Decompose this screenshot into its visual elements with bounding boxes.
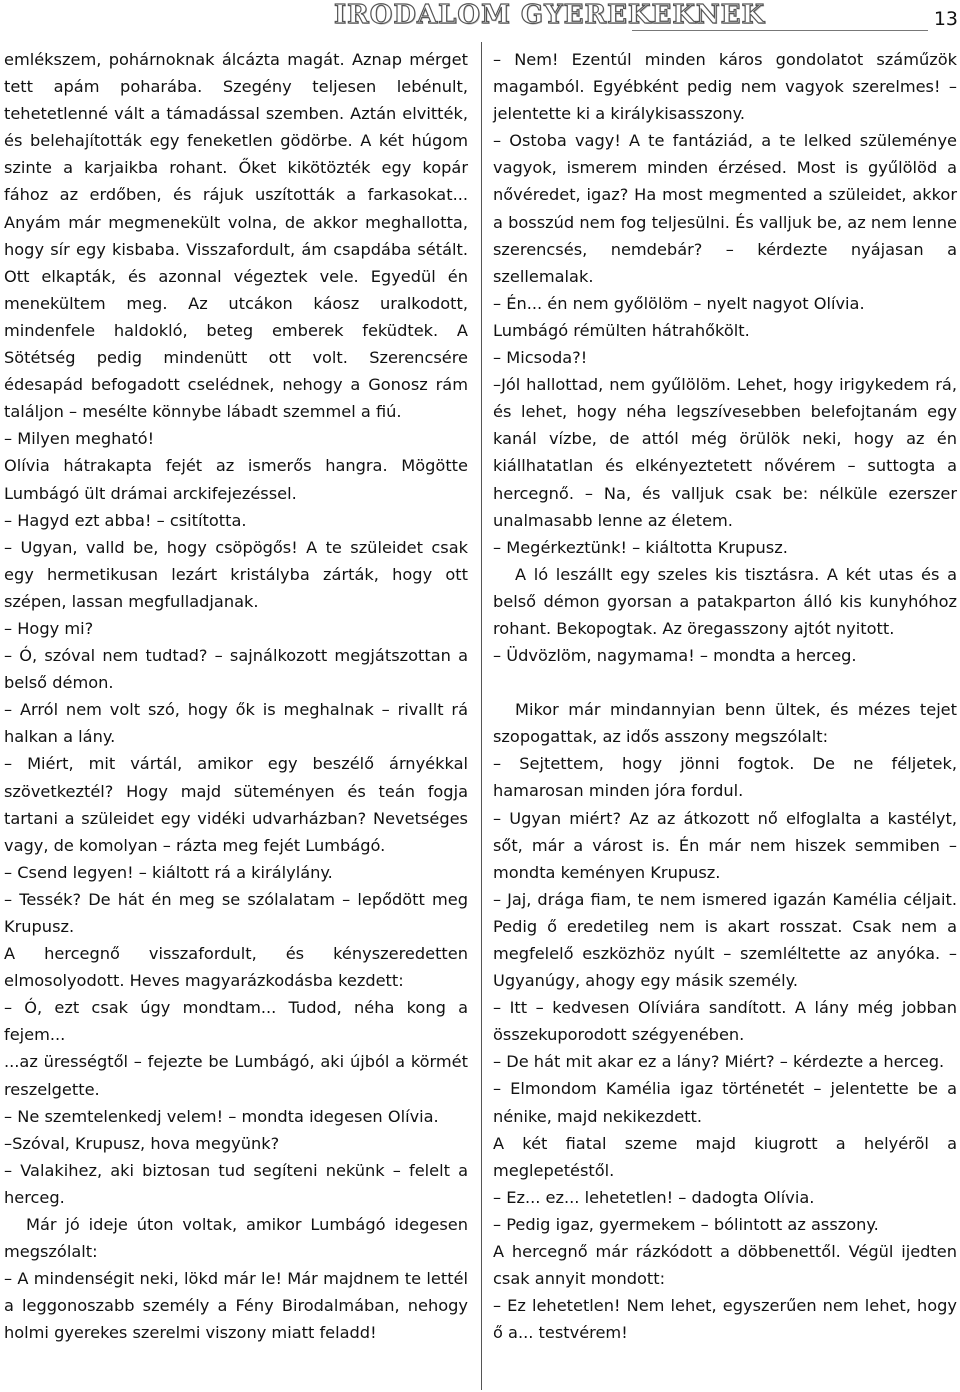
section-title: IRODALOM GYEREKEKNEK (334, 0, 766, 30)
paragraph: – Jaj, drága fiam, te nem ismered igazán Kamélia céljait. Pedig ő eredetileg nem is akart rosszat. Csak nem a megfelelő eszközhöz nyúlt – szemléltette az anyóka. – Ugyanúgy, ahogy egy másik személy. (493, 889, 957, 991)
paragraph: – Nem! Ezentúl minden káros gondolatot száműzök magamból. Egyébként pedig nem vagyok szerelmes! –jelentette ki a királykisasszony. (493, 50, 957, 124)
paragraph: – Tessék? De hát én meg se szólalatam – lepődött meg Krupusz. (4, 889, 468, 936)
paragraph: – Pedig igaz, gyermekem – bólintott az asszony. (493, 1214, 879, 1234)
paragraph: – Megérkeztünk! – kiáltotta Krupusz. (493, 537, 788, 557)
paragraph: – Ugyan miért? Az az átkozott nő elfoglalta a kastélyt, sőt, már a várost is. Én már nem hiszek semmiben – mondta keményen Krupusz. (493, 808, 957, 882)
left-column (4, 46, 468, 1347)
paragraph: A hercegnő visszafordult, és kényszeredetten elmosolyodott. Heves magyarázkodásba kezdett: (4, 944, 468, 991)
paragraph: – Ez lehetetlen! Nem lehet, egyszerűen nem lehet, hogy ő a... testvérem! (493, 1296, 957, 1343)
paragraph: – Én... én nem győlölöm – nyelt nagyot Olívia. (493, 293, 865, 313)
paragraph: – Miért, mit vártál, amikor egy beszélő árnyékkal szövetkeztél? Hogy majd süteményen és teán fogja tartani a szüleidet egy vidéki udvarházban? Nevetséges vagy, de komolyan – rázta meg fejét Lumbágó. (4, 754, 468, 855)
paragraph: A hercegnő már rázkódott a döbbenettől. Végül ijedten csak annyit mondott: (493, 1242, 957, 1289)
paragraph: – Valakihez, aki biztosan tud segíteni nekünk – felelt a herceg. (4, 1160, 468, 1207)
paragraph: – Ostoba vagy! A te fantáziád, a te lelked szüleménye vagyok, ismerem minden érzésed. Most is gyűlölöd a nővéredet, igaz? Ha most megmented a szüleidet, akkor a bosszúd nem fog teljesülni. És valljuk be, az nem lenne szerencsés, nemdebár? – kérdezte nyájasan a szellemalak. (493, 131, 957, 286)
paragraph: Mikor már mindannyian benn ültek, és mézes tejet szopogattak, az idős asszony megszólalt: (493, 700, 957, 747)
paragraph: – Ó, ezt csak úgy mondtam... Tudod, néha kong a fejem... (4, 998, 468, 1045)
paragraph: – Elmondom Kamélia igaz történetét – jelentette be a nénike, majd nekikezdett. (493, 1079, 957, 1126)
paragraph: – Micsoda?! (493, 348, 588, 368)
paragraph: – A mindenségit neki, lökd már le! Már majdnem te lettél a leggonoszabb személy a Fény Birodalmában, nehogy holmi gyerekes szerelmi viszony miatt feladd! (4, 1269, 468, 1343)
page-number: 13 (933, 8, 958, 30)
paragraph: – Sejtettem, hogy jönni fogtok. De ne féljetek, hamarosan minden jóra fordul. (493, 754, 957, 801)
paragraph: Olívia hátrakapta fejét az ismerős hangra. Mögötte Lumbágó ült drámai arckifejezéssel. (4, 456, 468, 503)
paragraph: – Ez... ez... lehetetlen! – dadogta Olívia. (493, 1187, 815, 1207)
paragraph: Lumbágó rémülten hátrahőkölt. (493, 320, 750, 340)
paragraph: – Milyen megható! (4, 429, 155, 449)
paragraph: –Szóval, Krupusz, hova megyünk? (4, 1133, 280, 1153)
column-divider (481, 42, 482, 1390)
paragraph: – Ugyan, valld be, hogy csöpögős! A te szüleidet csak egy hermetikusan lezárt kristályba zárták, hogy ott szépen, lassan megfulladjanak. (4, 537, 468, 611)
right-column (493, 46, 957, 1346)
paragraph: – Üdvözlöm, nagymama! – mondta a herceg. (493, 646, 857, 666)
paragraph: – Ó, szóval nem tudtad? – sajnálkozott megjátszottan a belső démon. (4, 646, 468, 693)
paragraph: – Hagyd ezt abba! – csitította. (4, 510, 247, 530)
paragraph: – De hát mit akar ez a lány? Miért? – kérdezte a herceg. (493, 1052, 945, 1072)
paragraph: ...az ürességtől – fejezte be Lumbágó, aki újból a körmét reszelgette. (4, 1052, 468, 1099)
paragraph: Már jó ideje úton voltak, amikor Lumbágó idegesen megszólalt: (4, 1215, 468, 1262)
page-header (0, 0, 960, 40)
paragraph: emlékszem, pohárnoknak álcázta magát. Aznap mérget tett apám poharába. Szegény teljesen lebénult, tehetetlenné vált a támadással szemben. Aztán elvitték, és belehajították egy feneketlen gödörbe. A két húgom szinte a karjaikba rohant. Őket kikötözték egy kopár fához az erdőben, és rájuk uszították a farkasokat... Anyám már megmenekült volna, de akkor meghallotta, hogy sír egy kisbaba. Visszafordult, ám csapdába sétált. Ott elkapták, és azonnal végeztek vele. Egyedül én menekültem meg. Az utcákon káosz uralkodott, mindenfele haldokló, beteg emberek feküdtek. A Sötétség pedig mindenütt ott volt. Szerencsére édesapád befogadott cselédnek, nehogy a Gonosz rám találjon – mesélte könnybe lábadt szemmel a fiú. (4, 50, 468, 422)
paragraph: –Jól hallottad, nem gyűlölöm. Lehet, hogy irigykedem rá, és lehet, hogy néha legszívesebben belefojtanám egy kanál vízbe, de attól még örülök neki, hogy az én kiállhatatlan és elkényeztetett nővérem – suttogta a hercegnő. – Na, és valljuk csak be: nélküle ezerszer unalmasabb lenne az életem. (493, 375, 957, 530)
paragraph: – Ne szemtelenkedj velem! – mondta idegesen Olívia. (4, 1106, 439, 1126)
paragraph: – Arról nem volt szó, hogy ők is meghalnak – rivallt rá halkan a lány. (4, 700, 468, 747)
paragraph: A két fiatal szeme majd kiugrott a helyérõl a meglepetéstől. (493, 1133, 957, 1180)
paragraph: – Hogy mi? (4, 618, 94, 638)
paragraph: A ló leszállt egy szeles kis tisztásra. A két utas és a belső démon gyorsan a patakparton álló kis kunyhóhoz rohant. Bekopogtak. Az öregasszony ajtót nyitott. (493, 564, 957, 638)
paragraph: – Itt – kedvesen Olíviára sandított. A lány még jobban összekuporodott szégyenében. (493, 998, 957, 1045)
header-rule (632, 30, 928, 31)
paragraph: – Csend legyen! – kiáltott rá a királylány. (4, 862, 333, 882)
